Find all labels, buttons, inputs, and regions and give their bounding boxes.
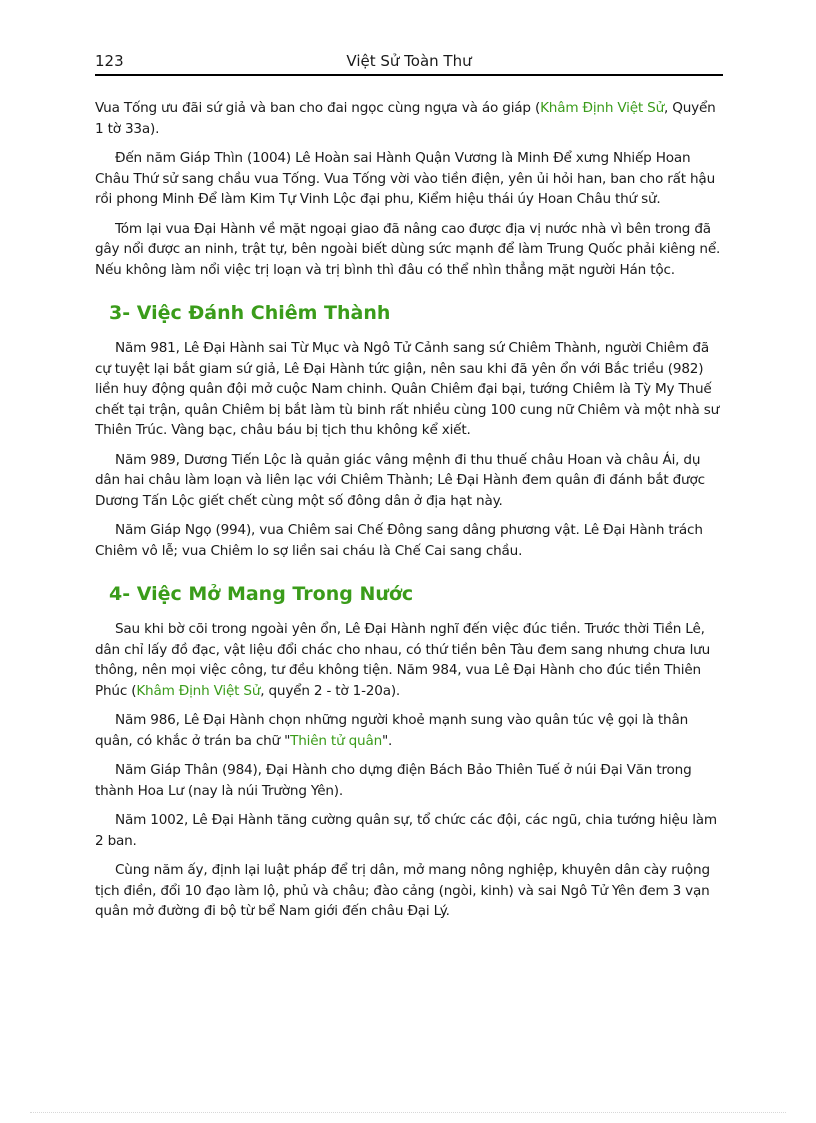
paragraph-text: Năm 986, Lê Đại Hành chọn những người khoẻ mạnh sung vào quân túc vệ gọi là thân quân, có khắc ở trán ba chữ " [95,712,688,749]
paragraph-text: ". [382,732,393,749]
page-body [95,98,723,931]
paragraph-text: Sau khi bờ cõi trong ngoài yên ổn, Lê Đại Hành nghĩ đến việc đúc tiền. Trước thời Tiền Lê, dân chỉ lấy đồ đạc, vật liệu đổi chác cho nhau, có thứ tiền bên Tàu đem sang nhưng chưa lưu thông, nên mọi việc công, tư đều không tiện. Năm 984, vua Lê Đại Hành cho đúc tiền Thiên Phúc ( [95,621,711,699]
paragraph-text: , quyển 2 - tờ 1-20a). [260,682,401,699]
section3-paragraph-1: Năm 981, Lê Đại Hành sai Từ Mục và Ngô Tử Cảnh sang sứ Chiêm Thành, người Chiêm đã cự tuyệt lại bắt giam sứ giả, Lê Đại Hành tức giận, nên sau khi đã yên ổn với Bắc triều (982) liền huy động quân đội mở cuộc Nam chinh. Quân Chiêm đại bại, tướng Chiêm là Tỳ My Thuế chết tại trận, quân Chiêm bị bắt làm tù binh rất nhiều cùng 100 cung nữ Chiêm và một nhà sư Thiên Trúc. Vàng bạc, châu báu bị tịch thu không kể xiết. [95,340,720,438]
citation-link: Khâm Định Việt Sử [540,100,664,116]
section-heading-3: 3- Việc Đánh Chiêm Thành [109,302,391,324]
paragraph-text: , Quyển 1 tờ 33a). [95,100,716,137]
section4-paragraph-4: Năm 1002, Lê Đại Hành tăng cường quân sự, tổ chức các đội, các ngũ, chia tướng hiệu làm 2 ban. [95,812,717,849]
paragraph-2: Đến năm Giáp Thìn (1004) Lê Hoàn sai Hành Quận Vương là Minh Để xưng Nhiếp Hoan Châu Thứ sử sang chầu vua Tống. Vua Tống vời vào tiền điện, yên ủi hỏi han, ban cho rất hậu rồi phong Minh Để làm Kim Tự Vinh Lộc đại phu, Kiểm hiệu thái úy Hoan Châu thứ sử. [95,150,715,207]
section3-paragraph-2: Năm 989, Dương Tiến Lộc là quản giác vâng mệnh đi thu thuế châu Hoan và châu Ái, dụ dân hai châu làm loạn và liên lạc với Chiêm Thành; Lê Đại Hành đem quân đi đánh bắt được Dương Tấn Lộc giết chết cùng một số đông dân ở địa hạt này. [95,451,705,509]
paragraph-3: Tóm lại vua Đại Hành về mặt ngoại giao đã nâng cao được địa vị nước nhà vì bên trong đã gây nổi được an ninh, trật tự, bên ngoài biết dùng sức mạnh để làm Trung Quốc phải kiêng nể. Nếu không làm nổi việc trị loạn và trị bình thì đâu có thể nhìn thẳng mặt người Hán tộc. [95,220,721,278]
section4-paragraph-3: Năm Giáp Thân (984), Đại Hành cho dựng điện Bách Bảo Thiên Tuế ở núi Đại Văn trong thành Hoa Lư (nay là núi Trường Yên). [95,762,692,799]
section4-paragraph-5: Cùng năm ấy, định lại luật pháp để trị dân, mở mang nông nghiệp, khuyên dân cày ruộng tịch điền, đổi 10 đạo làm lộ, phủ và châu; đào cảng (ngòi, kinh) và sai Ngô Tử Yên đem 3 vạn quân mở đường đi bộ từ bể Nam giới đến châu Đại Lý. [95,862,710,919]
section3-paragraph-3: Năm Giáp Ngọ (994), vua Chiêm sai Chế Đông sang dâng phương vật. Lê Đại Hành trách Chiêm vô lễ; vua Chiêm lo sợ liền sai cháu là Chế Cai sang chầu. [95,522,703,559]
page-number: 123 [95,52,124,70]
book-title: Việt Sử Toàn Thư [346,52,472,70]
citation-link: Khâm Định Việt Sử [136,682,261,699]
page-bottom-divider [30,1112,786,1113]
paragraph-text: Vua Tống ưu đãi sứ giả và ban cho đai ngọc cùng ngựa và áo giáp ( [95,100,541,116]
section4-paragraph-2 [95,710,723,751]
page-header [95,50,723,76]
section-heading-4: 4- Việc Mở Mang Trong Nước [109,583,414,605]
paragraph-1 [95,98,723,139]
quoted-term: Thiên tử quân [290,732,382,749]
section4-paragraph-1 [95,619,723,701]
